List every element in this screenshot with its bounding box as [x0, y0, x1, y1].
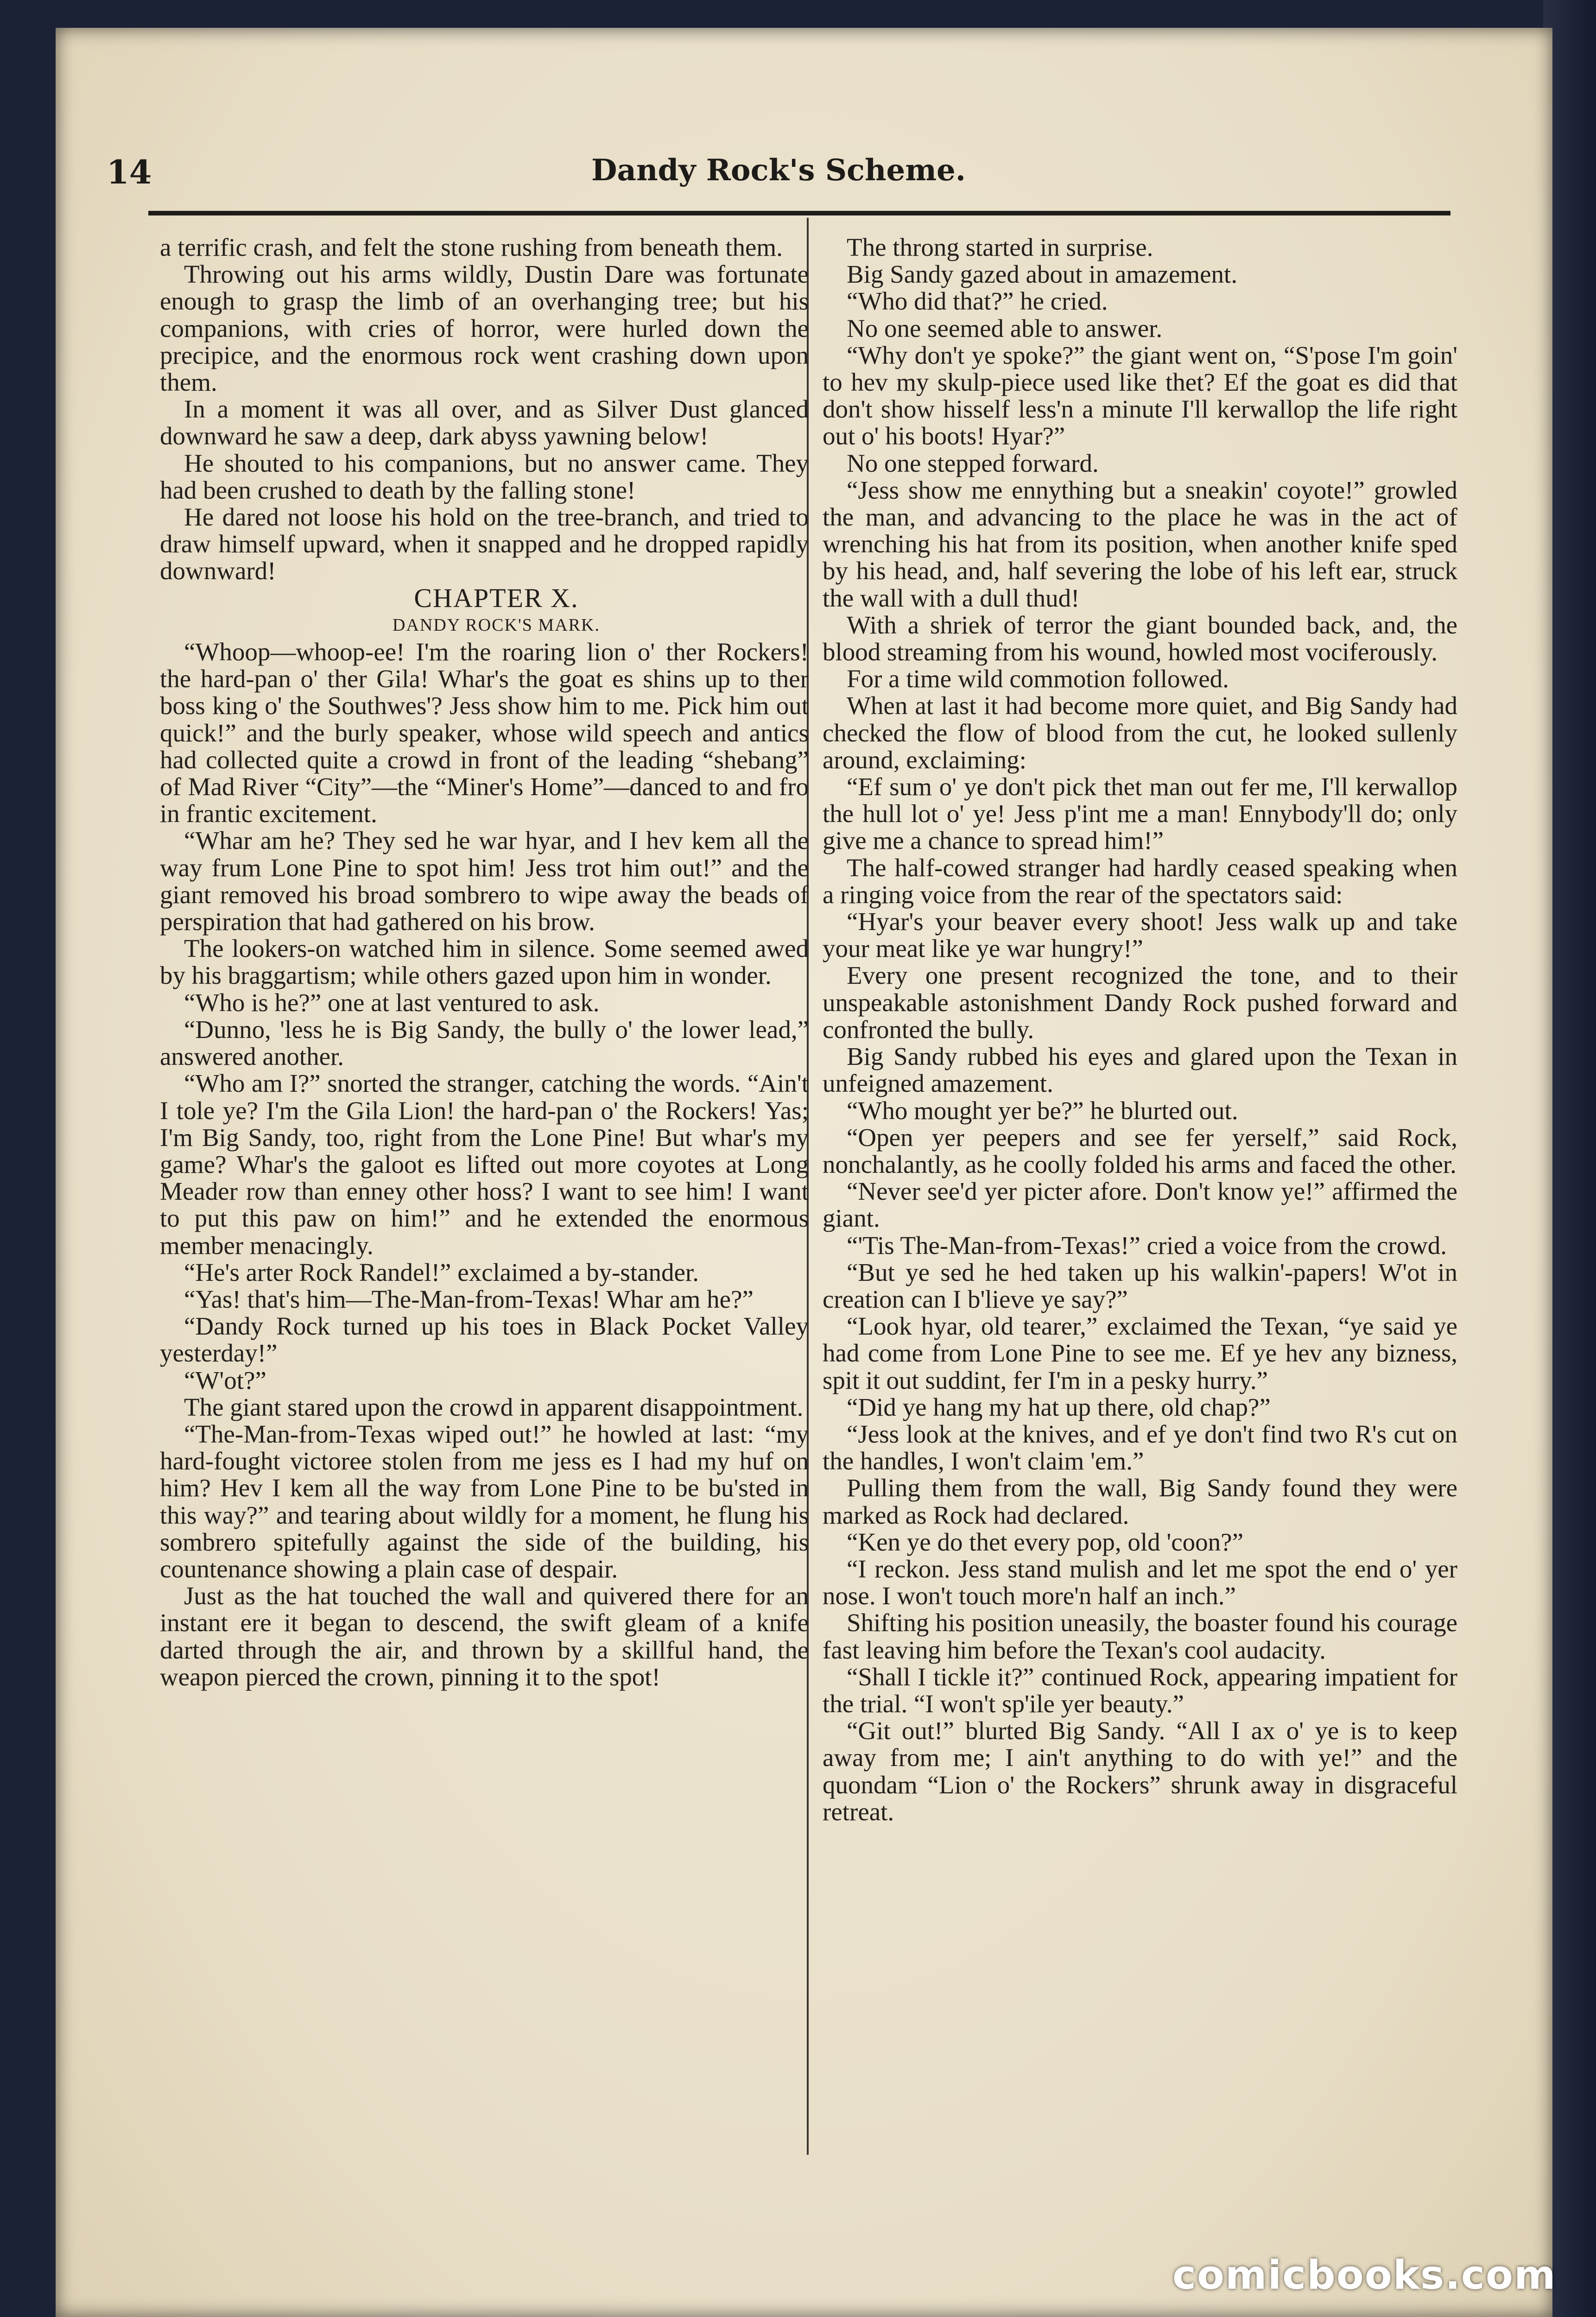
- paragraph: “Git out!” blurted Big Sandy. “All I ax o' ye is to keep away from me; I ain't anything to do with ye!” and the quondam “Lion o' the Rockers” shrunk away in disgraceful retreat.: [823, 1716, 1457, 1826]
- paragraph: “Yas! that's him—The-Man-from-Texas! Whar am he?”: [184, 1285, 754, 1313]
- right-column: [823, 234, 1457, 1825]
- running-title: Dandy Rock's Scheme.: [591, 153, 966, 188]
- paragraph: “Who mought yer be?” he blurted out.: [847, 1096, 1238, 1125]
- left-column: [160, 234, 809, 1690]
- paragraph: “W'ot?”: [184, 1366, 266, 1394]
- paragraph: “Who is he?” one at last ventured to ask.: [184, 988, 600, 1017]
- paragraph: For a time wild commotion followed.: [847, 665, 1229, 693]
- paragraph: The lookers-on watched him in silence. Some seemed awed by his braggartism; while others gazed upon him in wonder.: [160, 934, 809, 990]
- paragraph: No one stepped forward.: [847, 449, 1099, 477]
- header-rule: [148, 211, 1450, 215]
- paragraph: “Never see'd yer picter afore. Don't know ye!” affirmed the giant.: [823, 1177, 1457, 1233]
- paragraph: “But ye sed he hed taken up his walkin'-papers! W'ot in creation can I b'lieve ye say?”: [823, 1258, 1457, 1313]
- paragraph: “Jess show me ennything but a sneakin' coyote!” growled the man, and advancing to the place he was in the act of wrenching his hat from its position, when another knife sped by his head, and, half severing the lobe of his left ear, struck the wall with a dull thud!: [823, 475, 1457, 612]
- chapter-subtitle: DANDY ROCK'S MARK.: [393, 615, 600, 635]
- paragraph: The giant stared upon the crowd in apparent disappointment.: [184, 1393, 804, 1421]
- paragraph: When at last it had become more quiet, and Big Sandy had checked the flow of blood from the cut, he looked sullenly around, exclaiming:: [823, 691, 1457, 774]
- paragraph: The throng started in surprise.: [847, 233, 1153, 261]
- paragraph: “Ef sum o' ye don't pick thet man out fer me, I'll kerwallop the hull lot o' ye! Jess p'int me a man! Ennybody'll do; only give me a chance to spread him!”: [823, 772, 1457, 855]
- paragraph: “Hyar's your beaver every shoot! Jess walk up and take your meat like ye war hungry!”: [823, 907, 1457, 963]
- paragraph: No one seemed able to answer.: [847, 314, 1163, 342]
- paragraph: “Whar am he? They sed he war hyar, and I hev kem all the way frum Lone Pine to spot him! Jess trot him out!” and the giant removed his broad sombrero to wipe away the beads of perspiration that had gathered on his brow.: [160, 826, 809, 936]
- paragraph: “The-Man-from-Texas wiped out!” he howled at last: “my hard-fought victoree stolen from me jess es I had my huf on him? Hev I kem all the way from Lone Pine to be bu'sted in this way?” and tearing about wildly for a moment, he flung his sombrero spitefully against the side of the building, his countenance showing a plain case of despair.: [160, 1419, 809, 1583]
- paragraph: With a shriek of terror the giant bounded back, and, the blood streaming from his wound, howled most vociferously.: [823, 610, 1457, 666]
- paragraph: “Ken ye do thet every pop, old 'coon?”: [847, 1527, 1243, 1556]
- paragraph: “Who am I?” snorted the stranger, catching the words. “Ain't I tole ye? I'm the Gila Lion! the hard-pan o' the Rockers! Yas; I'm Big Sandy, too, right from the Lone Pine! But whar's my game? Whar's the galoot es lifted out more coyotes at Long Meader row than enney other hoss? I want to see him! I want to put this paw on him!” and he extended the enormous member menacingly.: [160, 1069, 809, 1260]
- page-header: [107, 144, 1450, 199]
- paragraph: Big Sandy rubbed his eyes and glared upon the Texan in unfeigned amazement.: [823, 1042, 1457, 1098]
- paragraph: “Whoop—whoop-ee! I'm the roaring lion o' ther Rockers! the hard-pan o' ther Gila! Whar's the goat es shins up to ther boss king o' the Southwes'? Jess show him to me. Pick him out quick!” and the burly speaker, whose wild speech and antics had collected quite a crowd in front of the leading “shebang” of Mad River “City”—the “Miner's Home”—danced to and fro in frantic excitement.: [160, 638, 809, 828]
- paragraph: Big Sandy gazed about in amazement.: [847, 260, 1238, 289]
- chapter-title: CHAPTER X.: [414, 582, 579, 613]
- page-number: 14: [107, 153, 152, 191]
- paragraph: “Who did that?” he cried.: [847, 287, 1108, 316]
- paragraph: Every one present recognized the tone, and to their unspeakable astonishment Dandy Rock pushed forward and confronted the bully.: [823, 961, 1457, 1044]
- paragraph: Throwing out his arms wildly, Dustin Dare was fortunate enough to grasp the limb of an overhanging tree; but his companions, with cries of horror, were hurled down the precipice, and the enormous rock went crashing down upon them.: [160, 260, 809, 397]
- paragraph: “Open yer peepers and see fer yerself,” said Rock, nonchalantly, as he coolly folded his arms and faced the other.: [823, 1123, 1457, 1178]
- paragraph: In a moment it was all over, and as Silver Dust glanced downward he saw a deep, dark abyss yawning below!: [160, 395, 809, 450]
- paragraph: He shouted to his companions, but no answer came. They had been crushed to death by the falling stone!: [160, 449, 809, 504]
- watermark: comicbooks.com: [1172, 2252, 1557, 2298]
- paragraph: The half-cowed stranger had hardly ceased speaking when a ringing voice from the rear of the spectators said:: [823, 853, 1457, 909]
- paragraph: “Dunno, 'less he is Big Sandy, the bully o' the lower lead,” answered another.: [160, 1015, 809, 1071]
- paragraph: “Jess look at the knives, and ef ye don't find two R's cut on the handles, I won't claim 'em.”: [823, 1419, 1457, 1475]
- paragraph: “'Tis The-Man-from-Texas!” cried a voice from the crowd.: [847, 1231, 1447, 1260]
- paragraph: Shifting his position uneasily, the boaster found his courage fast leaving him before the Texan's cool audacity.: [823, 1608, 1457, 1664]
- paragraph: “I reckon. Jess stand mulish and let me spot the end o' yer nose. I won't touch more'n half an inch.”: [823, 1554, 1457, 1610]
- paragraph: He dared not loose his hold on the tree-branch, and tried to draw himself upward, when it snapped and he dropped rapidly downward!: [160, 503, 809, 585]
- paragraph: “Look hyar, old tearer,” exclaimed the Texan, “ye said ye had come from Lone Pine to see me. Ef ye hev any bizness, spit it out suddint, fer I'm in a pesky hurry.”: [823, 1312, 1457, 1394]
- paragraph: “He's arter Rock Randel!” exclaimed a by-stander.: [184, 1258, 699, 1286]
- paragraph: “Did ye hang my hat up there, old chap?”: [847, 1393, 1271, 1421]
- paragraph: Pulling them from the wall, Big Sandy found they were marked as Rock had declared.: [823, 1474, 1457, 1529]
- paragraph: “Dandy Rock turned up his toes in Black Pocket Valley yesterday!”: [160, 1312, 809, 1367]
- paragraph: Just as the hat touched the wall and quivered there for an instant ere it began to descend, the swift gleam of a knife darted through the air, and thrown by a skillful hand, the weapon pierced the crown, pinning it to the spot!: [160, 1582, 809, 1691]
- paragraph: a terrific crash, and felt the stone rushing from beneath them.: [160, 233, 783, 261]
- paragraph: “Why don't ye spoke?” the giant went on, “S'pose I'm goin' to hev my skulp-piece used like thet? Ef the goat es did that don't show hisself less'n a minute I'll kerwallop the life right out o' his boots! Hyar?”: [823, 341, 1457, 450]
- paragraph: “Shall I tickle it?” continued Rock, appearing impatient for the trial. “I won't sp'ile yer beauty.”: [823, 1662, 1457, 1718]
